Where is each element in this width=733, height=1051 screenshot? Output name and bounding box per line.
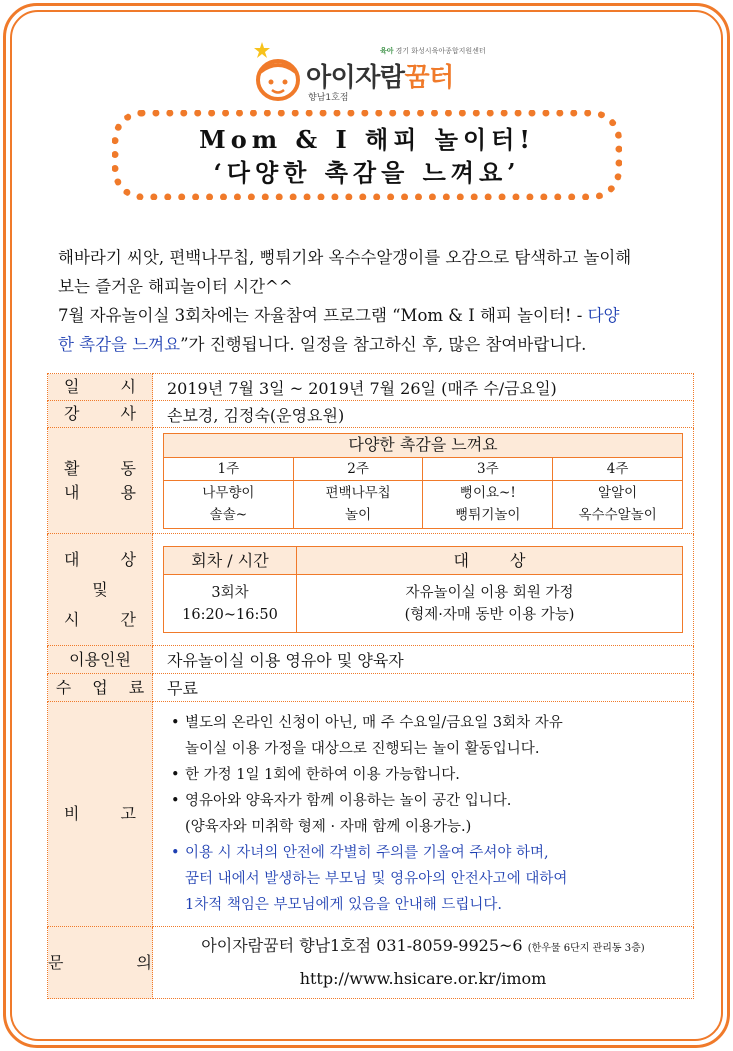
notes-list — [153, 702, 693, 926]
intro-line-4: 한 촉감을 느껴요”가 진행됩니다. 일정을 참고하신 후, 많은 참여바랍니다. — [58, 335, 587, 354]
target-col1-header: 회차 / 시간 — [164, 547, 297, 575]
target-col2-header: 대 상 — [297, 547, 683, 575]
value-date: 2019년 7월 3일 ~ 2019년 7월 26일 (매주 수/금요일) — [153, 374, 694, 401]
target-session-time: 3회차 16:20~16:50 — [164, 575, 297, 633]
value-instructor: 손보경, 김정숙(운영요원) — [153, 401, 694, 428]
week-4-content: 알알이 옥수수알놀이 — [553, 480, 683, 528]
intro-line-2: 보는 즐거운 해피놀이터 시간^^ — [58, 277, 293, 296]
contact-url[interactable]: http://www.hsicare.or.kr/imom — [299, 969, 547, 988]
logo-branch: 향남1호점 — [308, 93, 349, 103]
note-1-line-1: • 별도의 온라인 신청이 아닌, 매 주 수요일/금요일 3회차 자유 — [171, 715, 563, 731]
title-line-1: Mom & I 해피 놀이터! — [199, 125, 535, 154]
note-4-line-1: • 이용 시 자녀의 안전에 각별히 주의를 기울여 주셔야 하며, — [171, 845, 549, 861]
week-1-header: 1주 — [164, 457, 294, 480]
title-line-2: ‘다양한 촉감을 느껴요’ — [213, 158, 521, 187]
target-description: 자유놀이실 이용 회원 가정 (형제·자매 동반 이용 가능) — [297, 575, 683, 633]
week-2-header: 2주 — [293, 457, 423, 480]
note-1-line-2: 놀이실 이용 가정을 대상으로 진행되는 놀이 활동입니다. — [185, 741, 540, 757]
logo — [248, 40, 498, 102]
row-notes — [48, 702, 694, 927]
row-target — [48, 534, 694, 646]
info-table — [47, 373, 694, 999]
note-2: • 한 가정 1일 1회에 한하여 이용 가능합니다. — [171, 767, 460, 783]
activity-cell — [153, 428, 694, 534]
target-table — [163, 546, 683, 633]
note-3-line-1: • 영유아와 양육자가 함께 이용하는 놀이 공간 입니다. — [171, 793, 512, 809]
label-date: 일 시 — [48, 374, 153, 401]
note-3-line-2: (양육자와 미취학 형제 · 자매 함께 이용가능.) — [185, 819, 472, 835]
intro-line-3: 7월 자유놀이실 3회차에는 자율참여 프로그램 “Mom & I 해피 놀이터! - 다양 — [58, 306, 620, 325]
row-date — [48, 374, 694, 401]
note-4-line-3: 1차적 책임은 부모님에게 있음을 안내해 드립니다. — [185, 897, 503, 913]
title-box — [112, 110, 622, 200]
row-fee — [48, 674, 694, 702]
intro-line-1: 해바라기 씨앗, 편백나무칩, 뻥튀기와 옥수수알갱이를 오감으로 탐색하고 놀이해 — [58, 248, 632, 267]
contact-phone: 아이자람꿈터 향남1호점 031-8059-9925~6 (한우물 6단지 관리동 3층) — [201, 936, 645, 955]
label-instructor: 강 사 — [48, 401, 153, 428]
label-activity: 활 동 내 용 — [48, 428, 153, 534]
logo-subtitle-mark: 육아 — [380, 47, 394, 55]
week-2-content: 편백나무칩 놀이 — [293, 480, 423, 528]
target-cell — [153, 534, 694, 646]
note-4-line-2: 꿈터 내에서 발생하는 부모님 및 영유아의 안전사고에 대하여 — [185, 871, 568, 887]
label-users: 이용인원 — [48, 646, 153, 674]
week-3-header: 3주 — [423, 457, 553, 480]
label-contact: 문 의 — [48, 927, 153, 999]
value-fee: 무료 — [153, 674, 694, 702]
label-target: 대 상 및 시 간 — [48, 534, 153, 646]
activity-header: 다양한 촉감을 느껴요 — [164, 433, 683, 457]
logo-name: 아이자람꿈터 — [306, 63, 454, 93]
week-4-header: 4주 — [553, 457, 683, 480]
value-users: 자유놀이실 이용 영유아 및 양육자 — [153, 646, 694, 674]
row-users — [48, 646, 694, 674]
logo-subtitle: 육아 경기 화성시육아종합지원센터 — [380, 47, 486, 55]
contact-cell — [153, 927, 694, 999]
row-instructor — [48, 401, 694, 428]
logo-face-icon — [248, 40, 308, 102]
week-1-content: 나무향이 솔솔~ — [164, 480, 294, 528]
week-3-content: 뻥이요~! 뻥튀기놀이 — [423, 480, 553, 528]
row-activity — [48, 428, 694, 534]
label-notes: 비 고 — [48, 702, 153, 927]
row-contact — [48, 927, 694, 999]
label-fee: 수 업 료 — [48, 674, 153, 702]
intro-paragraph — [58, 243, 680, 359]
activity-table — [163, 433, 683, 529]
notes-cell — [153, 702, 694, 927]
